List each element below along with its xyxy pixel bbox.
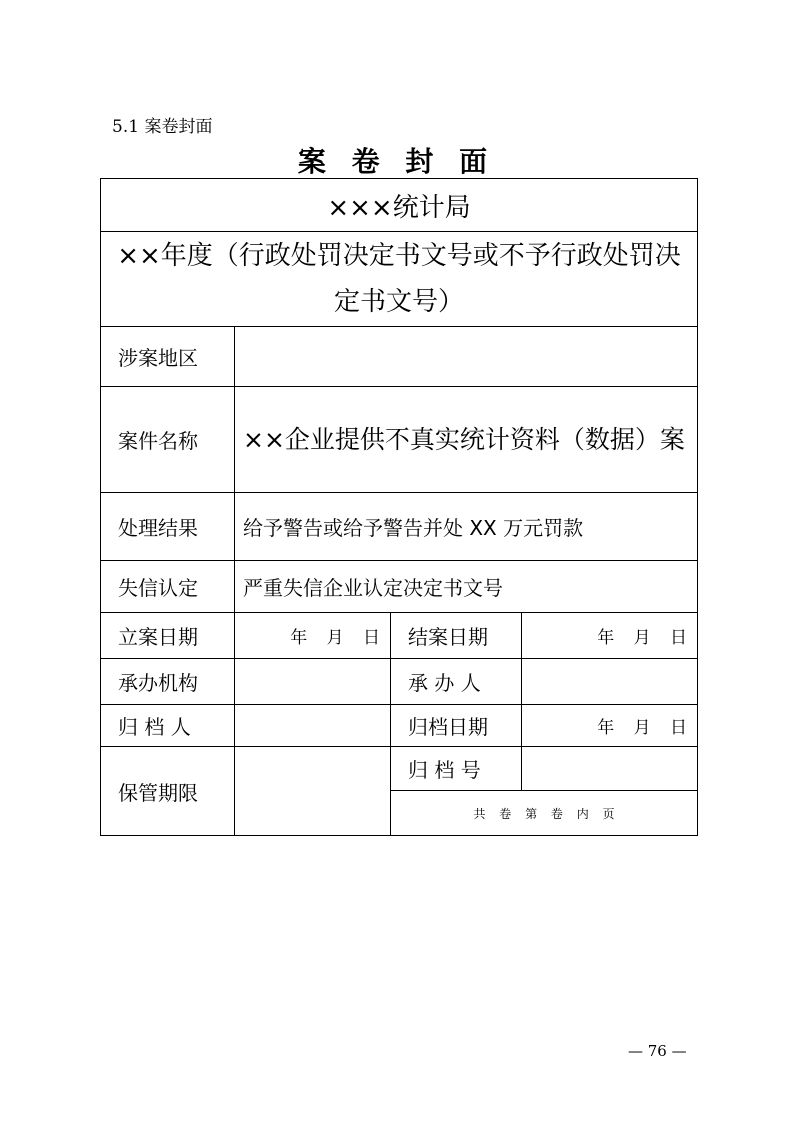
case-name-value: ××企业提供不真实统计资料（数据）案	[235, 387, 698, 493]
result-value: 给予警告或给予警告并处 XX 万元罚款	[235, 493, 698, 561]
section-label: 5.1 案卷封面	[112, 117, 213, 137]
archive-date-value: 年 月 日	[522, 705, 698, 747]
filing-date-label: 立案日期	[101, 613, 235, 659]
archivist-label: 归 档 人	[101, 705, 235, 747]
area-label: 涉案地区	[101, 327, 235, 387]
archive-no-label: 归 档 号	[391, 747, 522, 791]
retention-label: 保管期限	[101, 747, 235, 836]
closing-date-label: 结案日期	[391, 613, 522, 659]
case-cover-table	[100, 178, 698, 836]
case-name-label: 案件名称	[101, 387, 235, 493]
credit-value: 严重失信企业认定决定书文号	[235, 561, 698, 613]
handler-value	[522, 659, 698, 705]
result-label: 处理结果	[101, 493, 235, 561]
area-value	[235, 327, 698, 387]
page-number: — 76 —	[628, 1042, 687, 1060]
archive-date-label: 归档日期	[391, 705, 522, 747]
organ-label: 承办机构	[101, 659, 235, 705]
case-number: ××年度（行政处罚决定书文号或不予行政处罚决定书文号）	[101, 232, 698, 327]
credit-label: 失信认定	[101, 561, 235, 613]
retention-value	[235, 747, 391, 836]
handler-label: 承 办 人	[391, 659, 522, 705]
closing-date-value: 年 月 日	[522, 613, 698, 659]
archive-no-value	[522, 747, 698, 791]
archivist-value	[235, 705, 391, 747]
organ-value	[235, 659, 391, 705]
agency-name: ×××统计局	[101, 179, 698, 232]
filing-date-value: 年 月 日	[235, 613, 391, 659]
volume-info: 共 卷 第 卷 内 页	[391, 791, 698, 836]
page-title: 案 卷 封 面	[297, 145, 496, 178]
